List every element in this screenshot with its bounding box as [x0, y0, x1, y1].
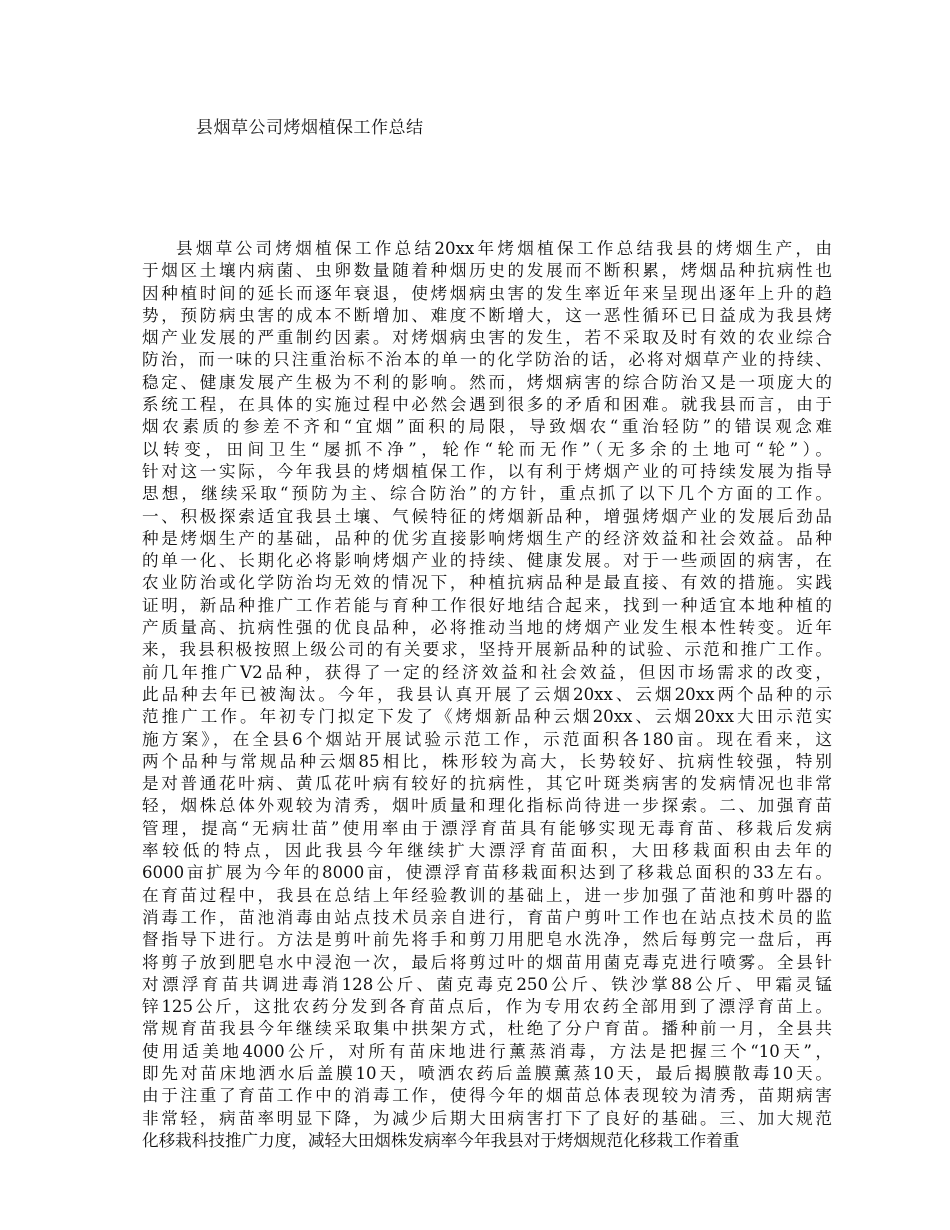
- body-line: 轻，烟株总体外观较为清秀，烟叶质量和理化指标尚待进一步探索。二、加强育苗: [142, 796, 832, 816]
- body-line: 施方案》，在全县6个烟站开展试验示范工作，示范面积各180亩。现在看来，这: [142, 729, 832, 749]
- body-line: 种是烤烟生产的基础，品种的优劣直接影响烤烟生产的经济效益和社会效益。品种: [142, 528, 832, 548]
- document-title: 县烟草公司烤烟植保工作总结: [196, 118, 424, 138]
- body-line: 防治，而一味的只注重治标不治本的单一的化学防治的话，必将对烟草产业的持续、: [142, 350, 832, 370]
- document-body: [142, 238, 832, 1152]
- body-line: 的单一化、长期化必将影响烤烟产业的持续、健康发展。对于一些顽固的病害，在: [142, 551, 832, 571]
- body-line: 此品种去年已被淘汰。今年，我县认真开展了云烟20xx、云烟20xx两个品种的示: [142, 684, 832, 704]
- body-line: 使用适美地4000公斤，对所有苗床地进行薰蒸消毒，方法是把握三个“10天”，: [142, 1041, 832, 1061]
- body-line: 是对普通花叶病、黄瓜花叶病有较好的抗病性，其它叶斑类病害的发病情况也非常: [142, 774, 832, 794]
- body-line: 化移栽科技推广力度，减轻大田烟株发病率今年我县对于烤烟规范化移栽工作着重: [142, 1130, 740, 1150]
- body-line: 对漂浮育苗共调进毒消128公斤、菌克毒克250公斤、铁沙掌88公斤、甲霜灵锰: [142, 974, 832, 994]
- body-line: 在育苗过程中，我县在总结上年经验教训的基础上，进一步加强了苗池和剪叶器的: [142, 885, 832, 905]
- body-line: 率较低的特点，因此我县今年继续扩大漂浮育苗面积，大田移栽面积由去年的: [142, 841, 832, 861]
- body-line: 由于注重了育苗工作中的消毒工作，使得今年的烟苗总体表现较为清秀，苗期病害: [142, 1086, 832, 1106]
- body-line: 非常轻，病苗率明显下降，为减少后期大田病害打下了良好的基础。三、加大规范: [142, 1108, 832, 1128]
- body-line: 即先对苗床地洒水后盖膜10天，喷洒农药后盖膜薰蒸10天，最后揭膜散毒10天。: [142, 1063, 832, 1083]
- body-line: 以转变，田间卫生“屡抓不净”，轮作“轮而无作”（无多余的土地可“轮”）。: [142, 439, 832, 459]
- body-line: 前几年推广V2品种，获得了一定的经济效益和社会效益，但因市场需求的改变，: [142, 662, 832, 682]
- body-line: 锌125公斤，这批农药分发到各育苗点后，作为专用农药全部用到了漂浮育苗上。: [142, 997, 832, 1017]
- body-line: 针对这一实际，今年我县的烤烟植保工作，以有利于烤烟产业的可持续发展为指导: [142, 461, 832, 481]
- body-line: 势，预防病虫害的成本不断增加、难度不断增大，这一恶性循环已日益成为我县烤: [142, 305, 832, 325]
- body-line: 农业防治或化学防治均无效的情况下，种植抗病品种是最直接、有效的措施。实践: [142, 573, 832, 593]
- body-line: 烟农素质的参差不齐和“宜烟”面积的局限，导致烟农“重治轻防”的错误观念难: [142, 417, 832, 437]
- body-line: 产质量高、抗病性强的优良品种，必将推动当地的烤烟产业发生根本性转变。近年: [142, 618, 832, 638]
- body-line: 6000亩扩展为今年的8000亩，使漂浮育苗移栽面积达到了移栽总面积的33左右。: [142, 863, 832, 883]
- body-line: 烟产业发展的严重制约因素。对烤烟病虫害的发生，若不采取及时有效的农业综合: [142, 328, 832, 348]
- body-line: 证明，新品种推广工作若能与育种工作很好地结合起来，找到一种适宜本地种植的: [142, 595, 832, 615]
- body-line: 管理，提高“无病壮苗”使用率由于漂浮育苗具有能够实现无毒育苗、移栽后发病: [142, 818, 832, 838]
- body-line: 督指导下进行。方法是剪叶前先将手和剪刀用肥皂水洗净，然后每剪完一盘后，再: [142, 930, 832, 950]
- body-line: 思想，继续采取“预防为主、综合防治”的方针，重点抓了以下几个方面的工作。: [142, 484, 832, 504]
- body-line: 于烟区土壤内病菌、虫卵数量随着种烟历史的发展而不断积累，烤烟品种抗病性也: [142, 261, 832, 281]
- body-line: 系统工程，在具体的实施过程中必然会遇到很多的矛盾和困难。就我县而言，由于: [142, 395, 832, 415]
- body-line: 稳定、健康发展产生极为不利的影响。然而，烤烟病害的综合防治又是一项庞大的: [142, 372, 832, 392]
- body-line: 范推广工作。年初专门拟定下发了《烤烟新品种云烟20xx、云烟20xx大田示范实: [142, 707, 832, 727]
- body-line: 将剪子放到肥皂水中浸泡一次，最后将剪过叶的烟苗用菌克毒克进行喷雾。全县针: [142, 952, 832, 972]
- body-line: 县烟草公司烤烟植保工作总结20xx年烤烟植保工作总结我县的烤烟生产，由: [176, 239, 832, 258]
- body-line: 两个品种与常规品种云烟85相比，株形较为高大，长势较好、抗病性较强，特别: [142, 751, 832, 771]
- body-line: 来，我县积极按照上级公司的有关要求，坚持开展新品种的试验、示范和推广工作。: [142, 640, 832, 660]
- body-line: 消毒工作，苗池消毒由站点技术员亲自进行，育苗户剪叶工作也在站点技术员的监: [142, 907, 832, 927]
- body-line: 常规育苗我县今年继续采取集中拱架方式，杜绝了分户育苗。播种前一月，全县共: [142, 1019, 832, 1039]
- body-line: 因种植时间的延长而逐年衰退，使烤烟病虫害的发生率近年来呈现出逐年上升的趋: [142, 283, 832, 303]
- body-line: 一、积极探索适宜我县土壤、气候特征的烤烟新品种，增强烤烟产业的发展后劲品: [142, 506, 832, 526]
